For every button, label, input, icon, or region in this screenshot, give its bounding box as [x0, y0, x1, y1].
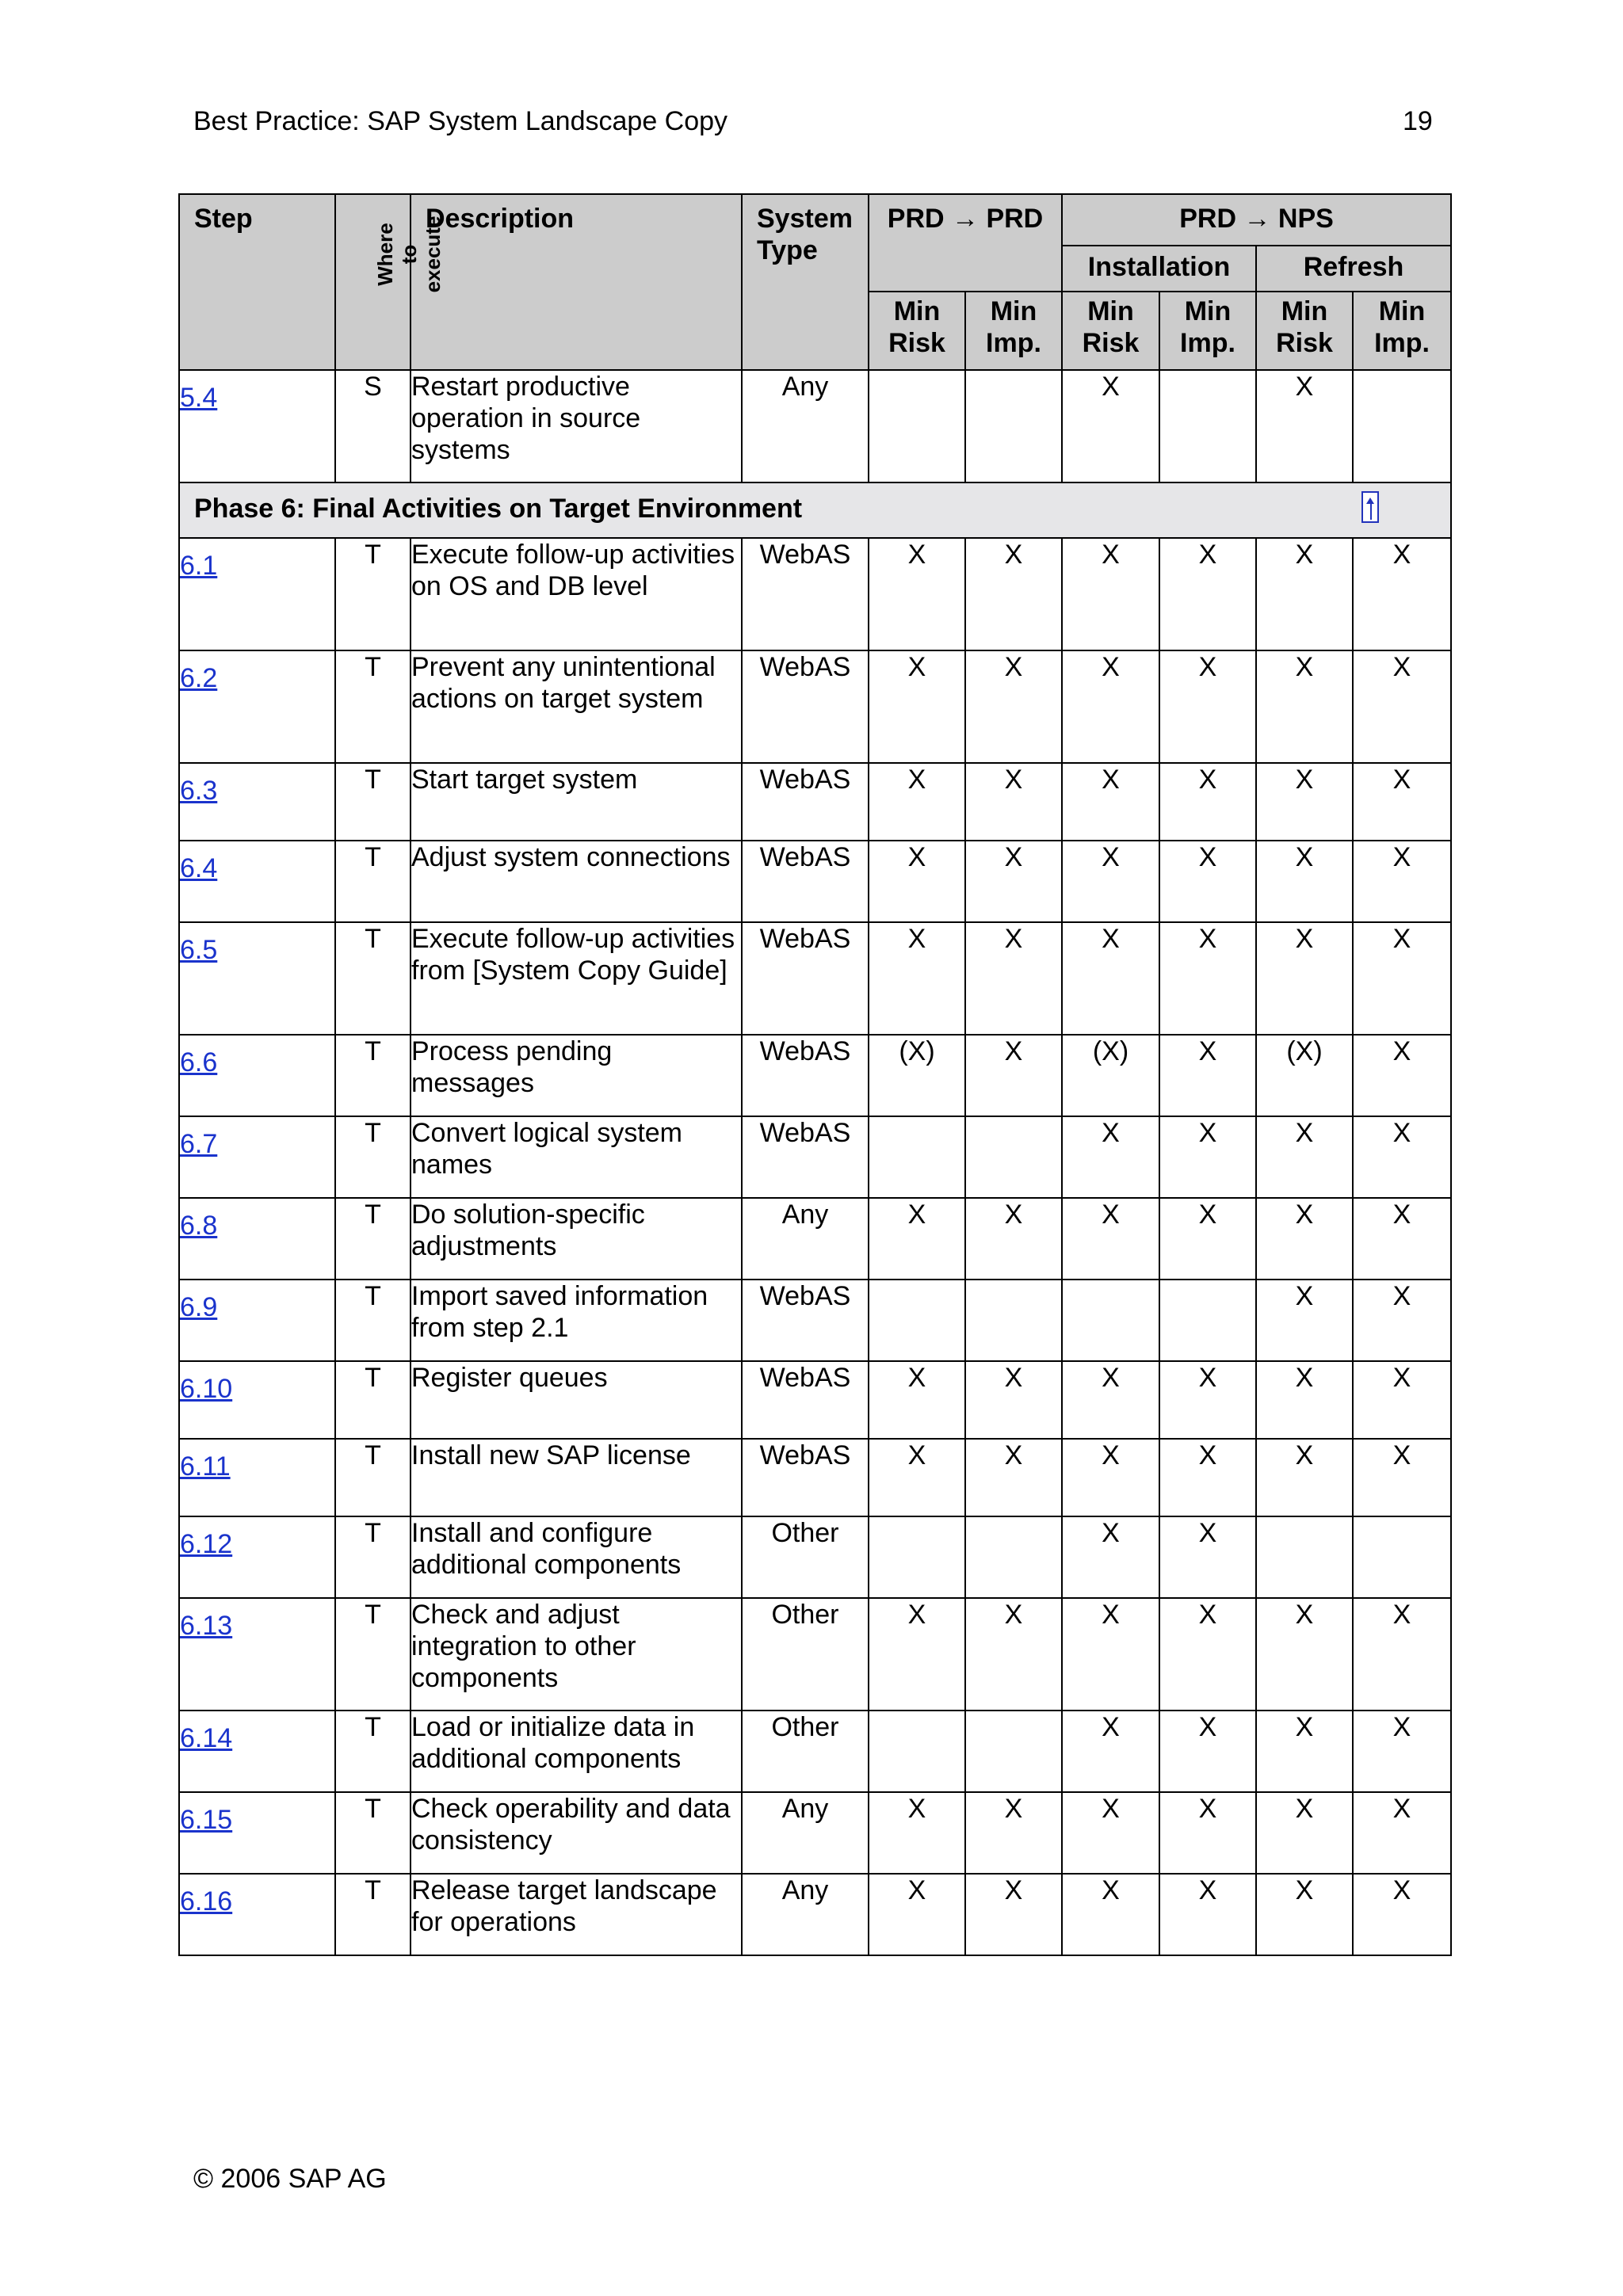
where-cell: T — [335, 1035, 411, 1116]
mark-cell: X — [1062, 1198, 1159, 1280]
table-row — [179, 763, 1451, 841]
step-link[interactable]: 6.12 — [180, 1529, 233, 1559]
mark-cell — [965, 1516, 1062, 1598]
mark-cell — [869, 1711, 965, 1792]
where-cell: T — [335, 1280, 411, 1361]
mark-cell — [965, 1711, 1062, 1792]
step-cell — [179, 763, 335, 841]
step-link[interactable]: 6.6 — [180, 1047, 218, 1077]
mark-cell: X — [1256, 538, 1353, 650]
mark-cell: X — [869, 1792, 965, 1874]
description-cell: Load or initialize data in additional components — [411, 1711, 742, 1792]
step-link[interactable]: 5.4 — [180, 383, 218, 413]
table-row — [179, 1598, 1451, 1711]
table-row — [179, 1711, 1451, 1792]
mark-cell: X — [965, 841, 1062, 922]
table-row — [179, 1792, 1451, 1874]
step-cell — [179, 1874, 335, 1955]
description-cell: Convert logical system names — [411, 1116, 742, 1198]
mark-cell: X — [965, 538, 1062, 650]
mark-cell: X — [1159, 1439, 1256, 1516]
table-row — [179, 922, 1451, 1035]
mark-cell: X — [1062, 370, 1159, 482]
where-cell: T — [335, 650, 411, 763]
table-row — [179, 538, 1451, 650]
mark-cell: X — [1062, 1711, 1159, 1792]
mark-cell: X — [1062, 1116, 1159, 1198]
step-link[interactable]: 6.3 — [180, 776, 218, 806]
mark-cell: X — [1256, 1874, 1353, 1955]
mark-cell: X — [1062, 841, 1159, 922]
description-cell: Check operability and data consistency — [411, 1792, 742, 1874]
mark-cell: X — [965, 922, 1062, 1035]
step-cell — [179, 1198, 335, 1280]
mark-cell: X — [1353, 922, 1451, 1035]
mark-cell: X — [1353, 1792, 1451, 1874]
where-cell: T — [335, 1598, 411, 1711]
system-type-cell: WebAS — [742, 1439, 869, 1516]
description-cell: Release target landscape for operations — [411, 1874, 742, 1955]
description-cell: Register queues — [411, 1361, 742, 1439]
description-cell: Prevent any unintentional actions on target system — [411, 650, 742, 763]
step-cell — [179, 1035, 335, 1116]
mark-cell: X — [1159, 1516, 1256, 1598]
mark-cell — [869, 1516, 965, 1598]
table-row — [179, 1198, 1451, 1280]
step-link[interactable]: 6.7 — [180, 1129, 218, 1159]
description-cell: Execute follow-up activities from [System Copy Guide] — [411, 922, 742, 1035]
header-step: Step — [179, 194, 335, 370]
mark-cell: X — [1256, 922, 1353, 1035]
step-link[interactable]: 6.2 — [180, 663, 218, 693]
system-type-cell: WebAS — [742, 650, 869, 763]
mark-cell: X — [1256, 1439, 1353, 1516]
phase-row — [179, 482, 1451, 538]
description-cell: Restart productive operation in source systems — [411, 370, 742, 482]
table-row — [179, 841, 1451, 922]
mark-cell: X — [1353, 1598, 1451, 1711]
mark-cell: (X) — [869, 1035, 965, 1116]
page-number: 19 — [1403, 106, 1433, 136]
mark-cell: X — [1353, 763, 1451, 841]
mark-cell: X — [1159, 1711, 1256, 1792]
step-link[interactable]: 6.16 — [180, 1886, 233, 1917]
system-type-cell: Other — [742, 1598, 869, 1711]
description-cell: Process pending messages — [411, 1035, 742, 1116]
header-min-risk: Min Risk — [1062, 292, 1159, 370]
mark-cell: X — [1256, 1116, 1353, 1198]
mark-cell: X — [1256, 1711, 1353, 1792]
mark-cell — [869, 1280, 965, 1361]
system-type-cell: WebAS — [742, 763, 869, 841]
header-system-type: System Type — [742, 194, 869, 370]
mark-cell: X — [1062, 538, 1159, 650]
step-link[interactable]: 6.10 — [180, 1374, 233, 1404]
table-row — [179, 1439, 1451, 1516]
mark-cell: X — [869, 1361, 965, 1439]
mark-cell: X — [1062, 922, 1159, 1035]
where-cell: T — [335, 1792, 411, 1874]
system-type-cell: Other — [742, 1516, 869, 1598]
where-cell: T — [335, 538, 411, 650]
mark-cell: X — [869, 763, 965, 841]
step-cell — [179, 370, 335, 482]
system-type-cell: Any — [742, 1198, 869, 1280]
mark-cell: X — [1159, 763, 1256, 841]
step-cell — [179, 841, 335, 922]
phase-title: Phase 6: Final Activities on Target Environment — [194, 494, 803, 524]
mark-cell: X — [1256, 1280, 1353, 1361]
step-cell — [179, 1439, 335, 1516]
mark-cell: X — [869, 538, 965, 650]
step-link[interactable]: 6.14 — [180, 1723, 233, 1753]
mark-cell: X — [1353, 1361, 1451, 1439]
step-link[interactable]: 6.4 — [180, 853, 218, 883]
table-row — [179, 1361, 1451, 1439]
system-type-cell: WebAS — [742, 1035, 869, 1116]
description-cell: Adjust system connections — [411, 841, 742, 922]
mark-cell: X — [965, 1361, 1062, 1439]
mark-cell: X — [1062, 1874, 1159, 1955]
page-footer-copyright: © 2006 SAP AG — [193, 2164, 387, 2194]
mark-cell — [1159, 370, 1256, 482]
header-min-risk: Min Risk — [1256, 292, 1353, 370]
step-link[interactable]: 6.8 — [180, 1211, 218, 1241]
mark-cell: X — [1159, 1874, 1256, 1955]
header-prd-nps: PRD → NPS — [1062, 194, 1451, 246]
mark-cell — [1353, 370, 1451, 482]
system-type-cell: Other — [742, 1711, 869, 1792]
mark-cell: X — [965, 1792, 1062, 1874]
description-cell: Execute follow-up activities on OS and DB level — [411, 538, 742, 650]
table-row — [179, 1280, 1451, 1361]
table-row — [179, 1035, 1451, 1116]
where-cell: T — [335, 1711, 411, 1792]
step-link[interactable]: 6.1 — [180, 551, 218, 581]
mark-cell: X — [965, 1198, 1062, 1280]
step-cell — [179, 650, 335, 763]
step-cell — [179, 1711, 335, 1792]
mark-cell: X — [869, 1198, 965, 1280]
mark-cell — [965, 370, 1062, 482]
system-type-cell: WebAS — [742, 1361, 869, 1439]
step-link[interactable]: 6.13 — [180, 1611, 233, 1641]
mark-cell — [869, 1116, 965, 1198]
header-min-imp: Min Imp. — [965, 292, 1062, 370]
where-cell: T — [335, 1198, 411, 1280]
description-cell: Install and configure additional components — [411, 1516, 742, 1598]
step-link[interactable]: 6.5 — [180, 935, 218, 965]
description-cell: Do solution-specific adjustments — [411, 1198, 742, 1280]
system-type-cell: WebAS — [742, 922, 869, 1035]
mark-cell: X — [965, 1874, 1062, 1955]
mark-cell: X — [1159, 1361, 1256, 1439]
header-min-imp: Min Imp. — [1159, 292, 1256, 370]
step-link[interactable]: 6.11 — [180, 1451, 231, 1482]
header-prd-prd: PRD → PRD — [869, 194, 1062, 292]
mark-cell: X — [1062, 763, 1159, 841]
system-type-cell: WebAS — [742, 1116, 869, 1198]
where-cell: T — [335, 841, 411, 922]
mark-cell — [869, 370, 965, 482]
mark-cell: X — [1353, 1116, 1451, 1198]
mark-cell: X — [965, 1439, 1062, 1516]
mark-cell: X — [1062, 1361, 1159, 1439]
header-where-label: Where to execute — [372, 215, 445, 293]
header-refresh: Refresh — [1256, 246, 1451, 292]
where-cell: T — [335, 1116, 411, 1198]
page-header-title: Best Practice: SAP System Landscape Copy — [193, 106, 728, 136]
mark-cell: X — [869, 841, 965, 922]
mark-cell: X — [1159, 1116, 1256, 1198]
mark-cell: X — [1256, 370, 1353, 482]
description-cell: Start target system — [411, 763, 742, 841]
mark-cell: X — [1256, 1361, 1353, 1439]
where-cell: T — [335, 1361, 411, 1439]
mark-cell: X — [1256, 650, 1353, 763]
mark-cell: X — [1062, 1516, 1159, 1598]
header-min-imp: Min Imp. — [1353, 292, 1451, 370]
system-type-cell: WebAS — [742, 1280, 869, 1361]
mark-cell: X — [965, 763, 1062, 841]
mark-cell: X — [1159, 1198, 1256, 1280]
header-description: Description — [411, 194, 742, 370]
mark-cell: X — [1159, 922, 1256, 1035]
where-cell: S — [335, 370, 411, 482]
table-row — [179, 1516, 1451, 1598]
where-cell: T — [335, 922, 411, 1035]
step-cell — [179, 1598, 335, 1711]
mark-cell: X — [1353, 1035, 1451, 1116]
description-cell: Import saved information from step 2.1 — [411, 1280, 742, 1361]
mark-cell: X — [1256, 1198, 1353, 1280]
step-cell — [179, 1792, 335, 1874]
step-cell — [179, 922, 335, 1035]
back-to-top-icon[interactable] — [1361, 491, 1379, 523]
mark-cell: X — [1353, 1198, 1451, 1280]
where-cell: T — [335, 1439, 411, 1516]
mark-cell: X — [1159, 841, 1256, 922]
mark-cell — [1062, 1280, 1159, 1361]
step-link[interactable]: 6.15 — [180, 1805, 233, 1835]
mark-cell: X — [1062, 1439, 1159, 1516]
mark-cell: X — [965, 650, 1062, 763]
mark-cell: X — [1256, 763, 1353, 841]
step-cell — [179, 1280, 335, 1361]
step-cell — [179, 538, 335, 650]
steps-table — [178, 193, 1452, 1956]
mark-cell: X — [869, 922, 965, 1035]
system-type-cell: Any — [742, 1874, 869, 1955]
mark-cell: X — [1159, 650, 1256, 763]
mark-cell: X — [869, 650, 965, 763]
mark-cell: X — [1256, 1598, 1353, 1711]
where-cell: T — [335, 1874, 411, 1955]
system-type-cell: WebAS — [742, 538, 869, 650]
where-cell: T — [335, 763, 411, 841]
mark-cell: X — [1353, 1874, 1451, 1955]
mark-cell: X — [1062, 1792, 1159, 1874]
system-type-cell: Any — [742, 370, 869, 482]
step-link[interactable]: 6.9 — [180, 1292, 218, 1322]
mark-cell: X — [1062, 1598, 1159, 1711]
mark-cell — [1159, 1280, 1256, 1361]
mark-cell — [1256, 1516, 1353, 1598]
mark-cell: X — [965, 1035, 1062, 1116]
step-cell — [179, 1361, 335, 1439]
mark-cell: X — [1353, 841, 1451, 922]
mark-cell: X — [1256, 841, 1353, 922]
mark-cell — [1353, 1516, 1451, 1598]
mark-cell: X — [1353, 1711, 1451, 1792]
system-type-cell: Any — [742, 1792, 869, 1874]
mark-cell: X — [869, 1874, 965, 1955]
mark-cell: X — [1062, 650, 1159, 763]
header-installation: Installation — [1062, 246, 1256, 292]
phase-cell — [179, 482, 1451, 538]
mark-cell: X — [1353, 1439, 1451, 1516]
mark-cell: X — [869, 1439, 965, 1516]
mark-cell: X — [965, 1598, 1062, 1711]
mark-cell: X — [1159, 1792, 1256, 1874]
step-cell — [179, 1516, 335, 1598]
mark-cell: (X) — [1256, 1035, 1353, 1116]
mark-cell: X — [1353, 538, 1451, 650]
mark-cell: X — [1353, 650, 1451, 763]
mark-cell: X — [869, 1598, 965, 1711]
mark-cell: X — [1159, 538, 1256, 650]
header-min-risk: Min Risk — [869, 292, 965, 370]
table-row — [179, 1116, 1451, 1198]
mark-cell — [965, 1280, 1062, 1361]
step-cell — [179, 1116, 335, 1198]
header-where — [335, 194, 445, 370]
mark-cell — [965, 1116, 1062, 1198]
mark-cell: X — [1353, 1280, 1451, 1361]
mark-cell: X — [1256, 1792, 1353, 1874]
mark-cell: X — [1159, 1035, 1256, 1116]
description-cell: Check and adjust integration to other components — [411, 1598, 742, 1711]
table-row — [179, 650, 1451, 763]
mark-cell: X — [1159, 1598, 1256, 1711]
system-type-cell: WebAS — [742, 841, 869, 922]
description-cell: Install new SAP license — [411, 1439, 742, 1516]
mark-cell: (X) — [1062, 1035, 1159, 1116]
table-row — [179, 1874, 1451, 1955]
table-row — [179, 370, 1451, 482]
where-cell: T — [335, 1516, 411, 1598]
